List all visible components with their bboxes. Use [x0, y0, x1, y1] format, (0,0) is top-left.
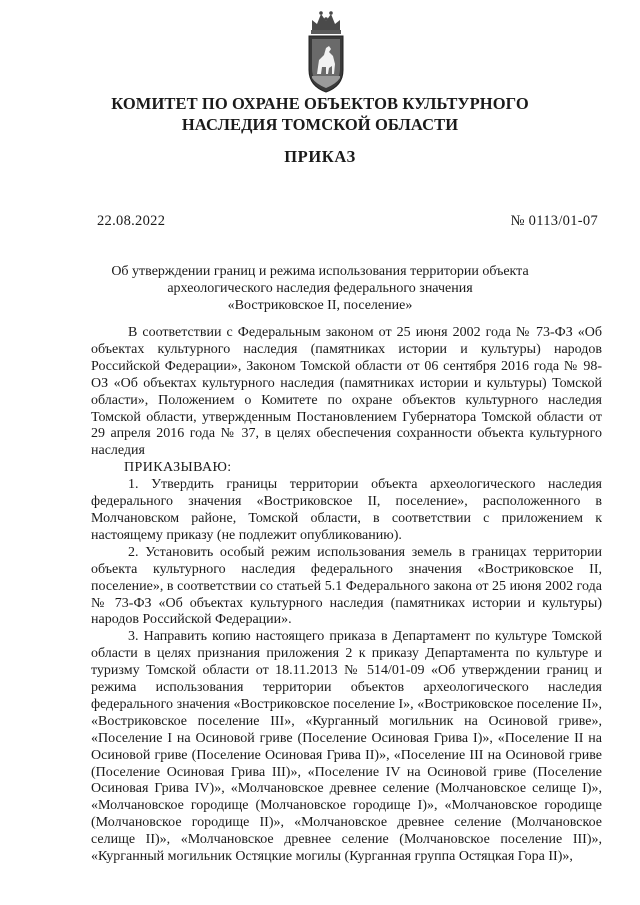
- document-number: № 0113/01-07: [510, 213, 598, 229]
- subject-line3: «Востриковское II, поселение»: [227, 298, 413, 313]
- document-date: 22.08.2022: [97, 213, 166, 229]
- order-item-1: 1. Утвердить границы территории объекта археологического наследия федерального значения «Востриковское II, поселение», расположенного в Молчановском районе, Томской области, в соответствии с приложением к настоящему приказу (не подлежит опубликованию).: [91, 477, 602, 543]
- subject-line2: археологического наследия федерального значения: [167, 281, 473, 296]
- document-type-title: ПРИКАЗ: [284, 147, 356, 166]
- order-declaration: ПРИКАЗЫВАЮ:: [124, 460, 232, 476]
- order-item-2: 2. Установить особый режим использования земель в границах территории объекта культурного наследия федерального значения «Востриковское II, поселение», в соответствии со статьей 5.1 Федерального закона от 25 июня 2002 года № 73-ФЗ «Об объектах культурного наследия (памятниках истории и культуры) народов Российской Федерации».: [91, 544, 602, 628]
- document-body: [91, 325, 602, 866]
- order-item-3: 3. Направить копию настоящего приказа в Департамент по культуре Томской области в целях признания приложения 2 к приказу Департамента по культуре и туризму Томской области от 18.11.2013 № 514/01-09 «Об утверждении границ и режима использования территории объектов археологического наследия федерального значения «Востриковское поселение I», «Востриковское поселение II», «Востриковское поселение III», «Курганный могильник на Осиновой гриве», «Поселение I на Осиновой гриве (Поселение Осиновая Грива I)», «Поселение II на Осиновой гриве (Поселение Осиновая Грива II)», «Поселение III на Осиновой гриве (Поселение Осиновая Грива III)», «Поселение IV на Осиновой гриве (Поселение Осиновая Грива IV)», «Молчановское древнее селение (Молчановское селище I)», «Молчановское городище (Молчановское городище I)», «Молчановское городище (Молчановское городище II)», «Молчановское древнее селение (Молчановское селище II)», «Молчановское древнее селение (Молчановское поселение III)», «Курганный могильник Остяцкие могилы (Курганная группа Остяцкая Гора II)»,: [91, 629, 602, 865]
- subject-line1: Об утверждении границ и режима использования территории объекта: [111, 264, 529, 279]
- org-name-line1: КОМИТЕТ ПО ОХРАНЕ ОБЪЕКТОВ КУЛЬТУРНОГО: [111, 94, 529, 113]
- preamble-paragraph: В соответствии с Федеральным законом от 25 июня 2002 года № 73-ФЗ «Об объектах культурного наследия (памятниках истории и культуры) народов Российской Федерации», Законом Томской области от 06 сентября 2016 года № 98-ОЗ «Об объектах культурного наследия (памятниках истории и культуры) Томской области», Положением о Комитете по охране объектов культурного наследия Томской области, утвержденным Постановлением Губернатора Томской области от 29 апреля 2016 года № 37, в целях обеспечения сохранности объекта культурного наследия: [91, 325, 602, 459]
- org-name-line2: НАСЛЕДИЯ ТОМСКОЙ ОБЛАСТИ: [181, 115, 459, 134]
- document-subject: [0, 263, 640, 314]
- tomsk-region-coat-of-arms-icon: [304, 8, 348, 94]
